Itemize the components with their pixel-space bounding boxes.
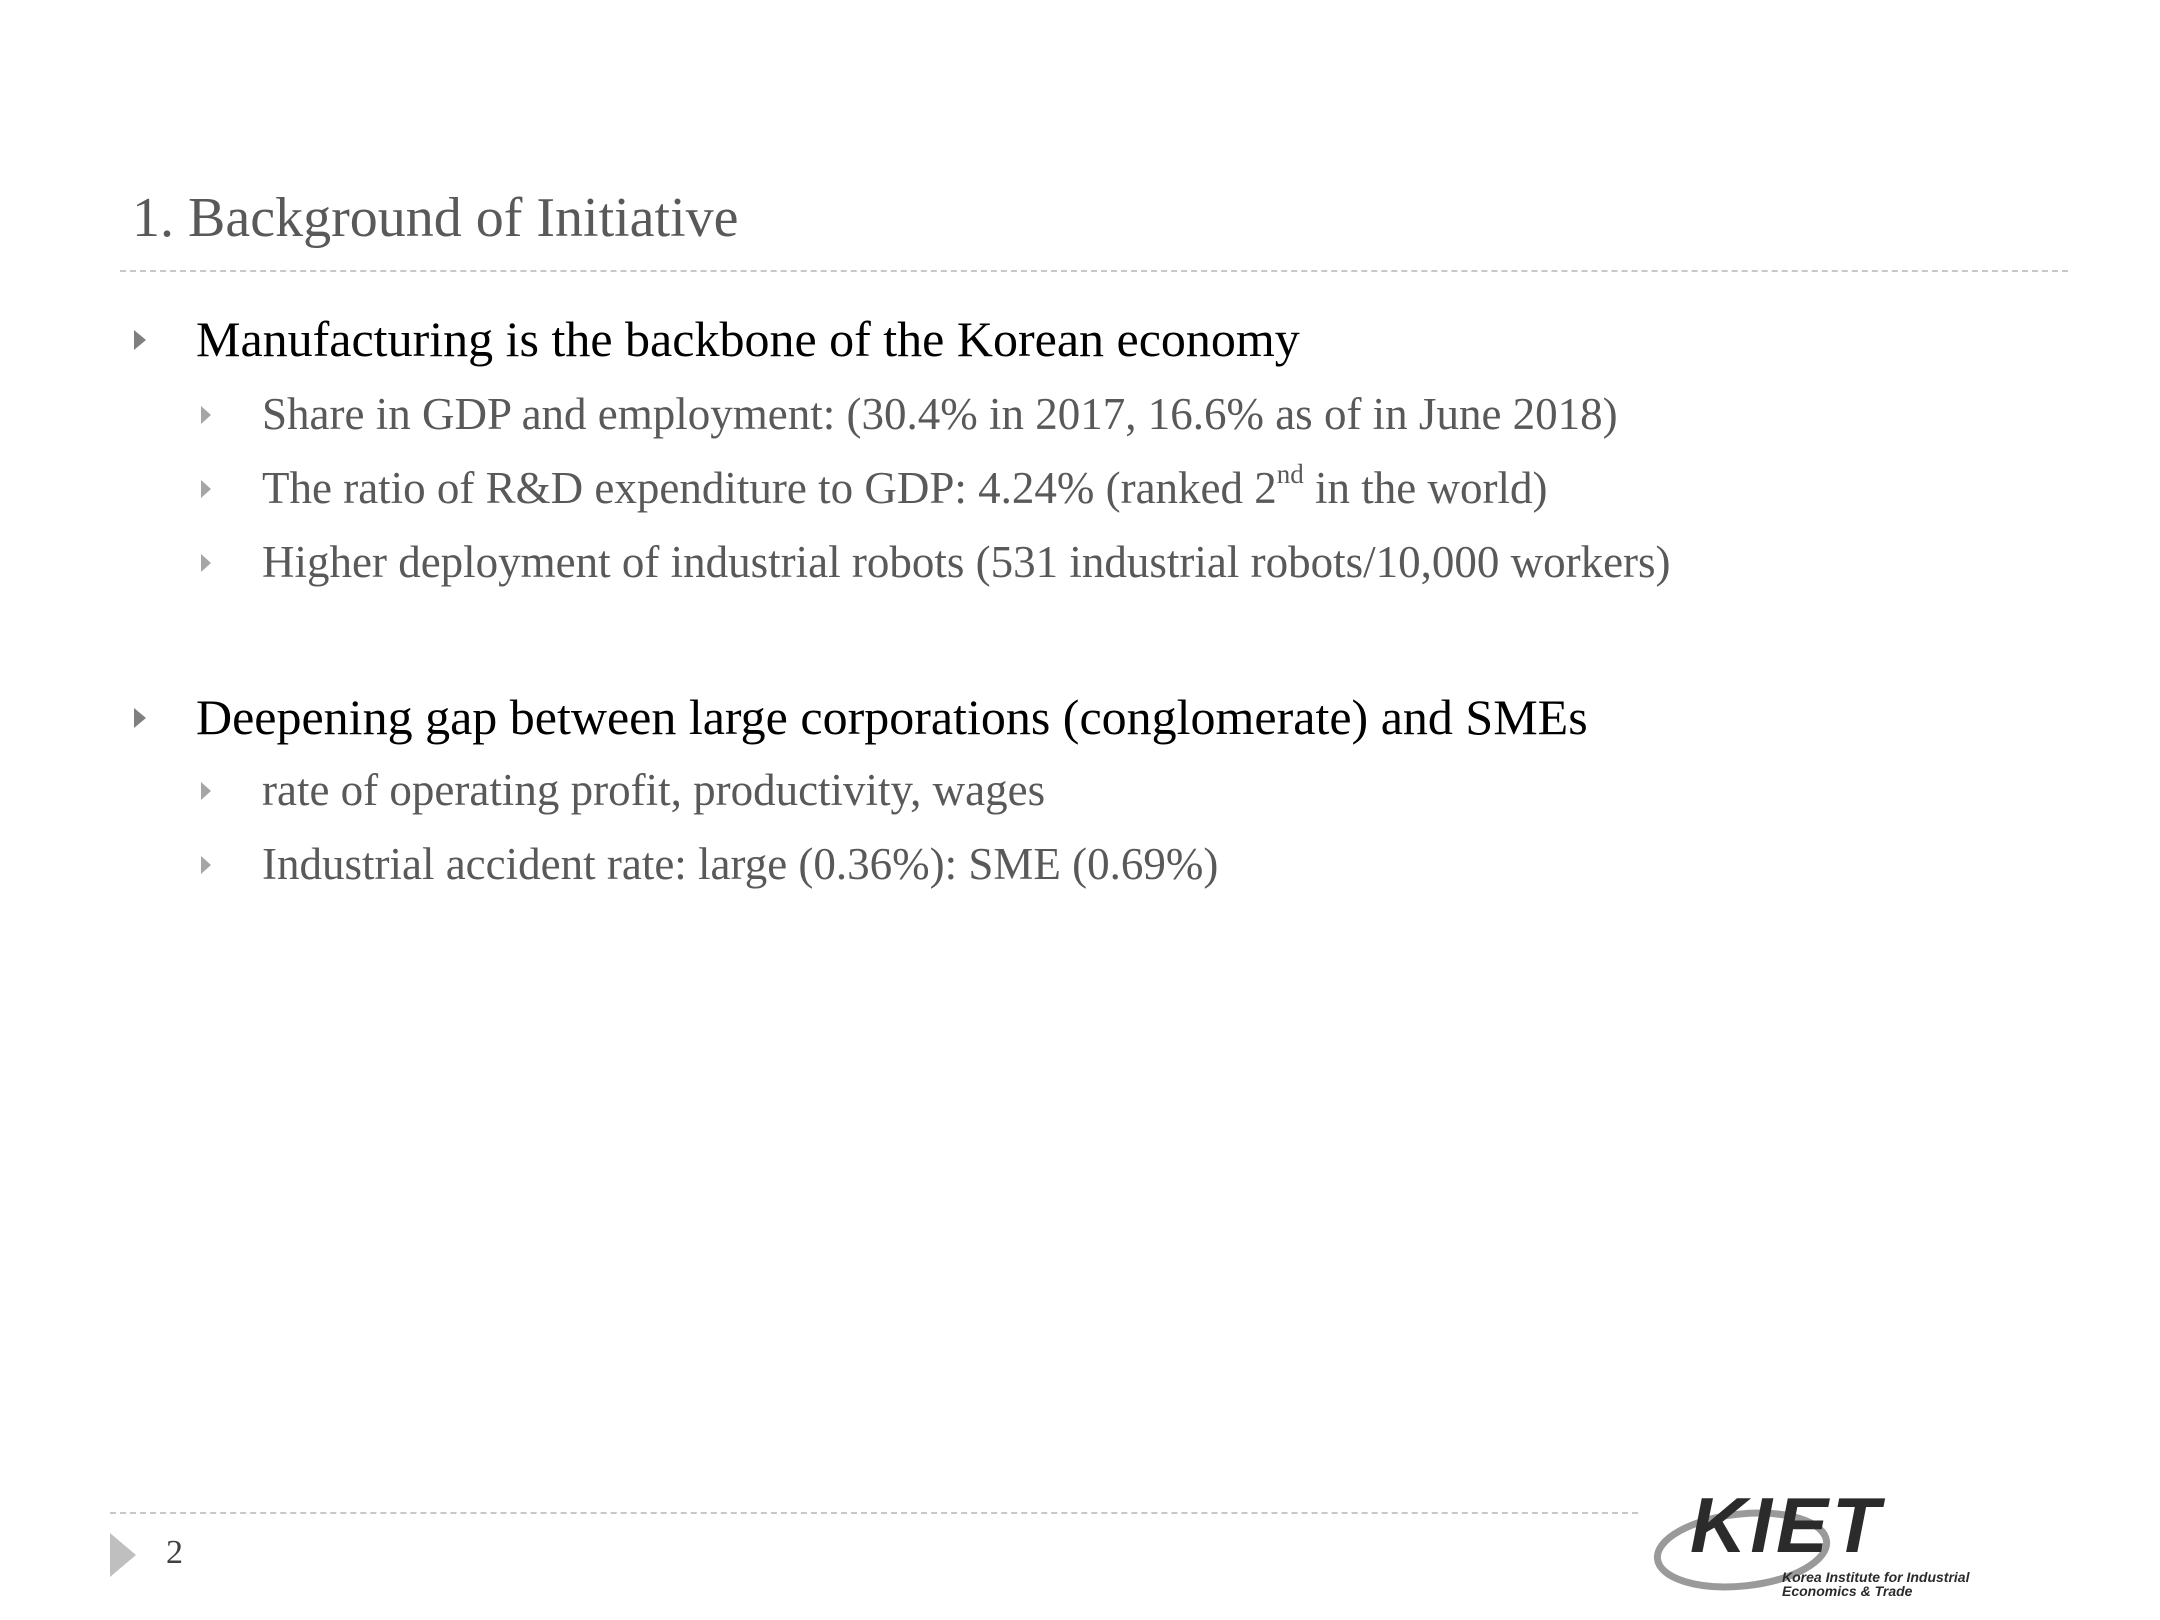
sub-bullet-arrow-icon [201, 782, 211, 800]
logo-subtitle-line1: Korea Institute for Industrial [1782, 1569, 1970, 1585]
sub-bullet-arrow-icon [201, 480, 211, 498]
logo-subtitle-line2: Economics & Trade [1782, 1583, 1913, 1599]
logo-wordmark: KIET [1690, 1481, 1884, 1569]
bullet-item-gap [196, 689, 1588, 745]
sub-bullet-robots [262, 537, 1671, 587]
bullet-text: Manufacturing is the backbone of the Korean economy [196, 311, 1300, 367]
sub-bullet-operating-profit [262, 765, 1046, 815]
bullet-arrow-icon [134, 708, 146, 728]
slide-title: 1. Background of Initiative [132, 187, 739, 249]
bullet-arrow-icon [134, 330, 146, 350]
sub-bullet-text: Industrial accident rate: large (0.36%): SME (0.69%) [262, 839, 1219, 889]
sub-bullet-text: Higher deployment of industrial robots (531 industrial robots/10,000 workers) [262, 537, 1671, 587]
bullet-item-manufacturing [196, 311, 1300, 367]
kiet-logo [1650, 1470, 2050, 1600]
footer-divider [110, 1512, 1638, 1514]
sub-bullet-accident-rate [262, 839, 1219, 889]
bullet-text: Deepening gap between large corporations (conglomerate) and SMEs [196, 689, 1588, 745]
sub-bullet-text: Share in GDP and employment: (30.4% in 2017, 16.6% as of in June 2018) [262, 389, 1618, 439]
sub-bullet-rd-ratio [262, 458, 1548, 513]
sub-bullet-text: rate of operating profit, productivity, wages [262, 765, 1046, 815]
sub-bullet-text-pre: The ratio of R&D expenditure to GDP: 4.24% (ranked 2 [262, 463, 1277, 513]
page-number: 2 [166, 1534, 183, 1571]
footer-arrow-icon [110, 1533, 136, 1577]
ordinal-superscript: nd [1276, 458, 1304, 489]
sub-bullet-arrow-icon [201, 856, 211, 874]
sub-bullet-gdp-share [262, 389, 1618, 439]
sub-bullet-arrow-icon [201, 406, 211, 424]
sub-bullet-arrow-icon [201, 554, 211, 572]
sub-bullet-text-post: in the world) [1303, 463, 1548, 513]
